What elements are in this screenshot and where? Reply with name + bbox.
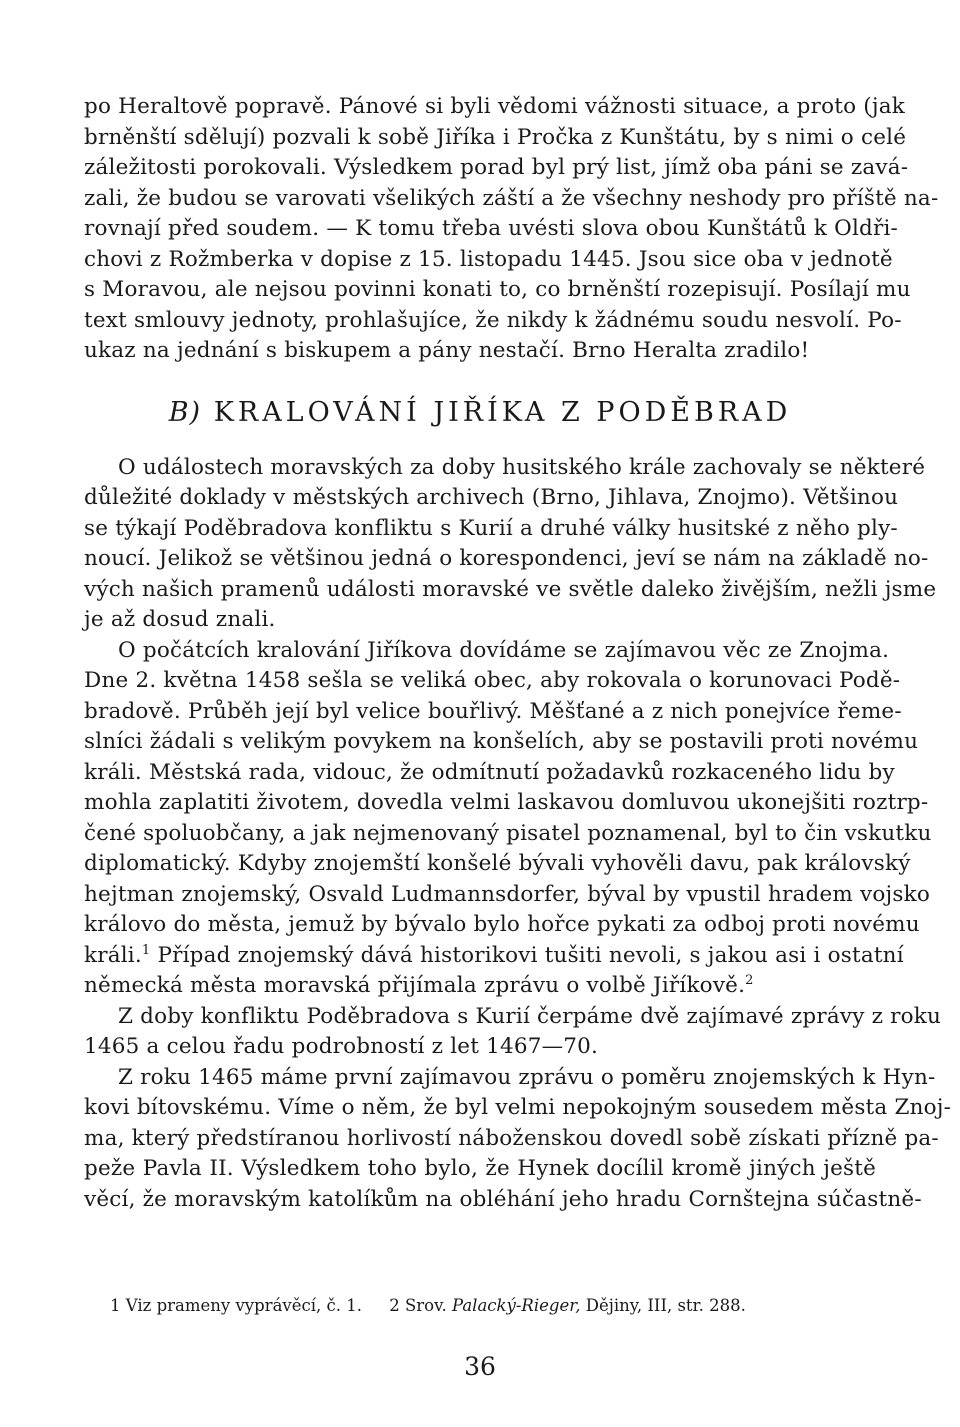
text-line: záležitosti porokovali. Výsledkem porad byl prý list, jímž oba páni se zavá-: [84, 155, 909, 180]
text-line: důležité doklady v městských archivech (Brno, Jihlava, Znojmo). Většinou: [84, 485, 899, 510]
text-line: věcí, že moravským katolíkům na obléhání jeho hradu Cornštejna súčastně-: [84, 1186, 922, 1212]
paragraph-1: [84, 453, 937, 636]
footnote-1: 1 Viz prameny vyprávěcí, č. 1.: [110, 1296, 362, 1315]
text-line: hejtman znojemský, Osvald Ludmannsdorfer, býval by vpustil hradem vojsko: [84, 881, 931, 907]
text-line: čené spoluobčany, a jak nejmenovaný pisatel poznamenal, byl to čin vskutku: [84, 820, 932, 846]
text-line: noucí. Jelikož se většinou jedná o korespondenci, jeví se nám na základě no-: [84, 546, 929, 571]
text-line-with-footnote: [84, 941, 904, 972]
text-line: brněnští sdělují) pozvali k sobě Jiříka i Pročka z Kunštátu, by s nimi o celé: [84, 124, 907, 150]
text-fragment: Případ znojemský dává historikovi tušiti nevoli, s jakou asi i ostatní: [157, 942, 904, 968]
section-title: KRALOVÁNÍ JIŘÍKA Z PODĚBRAD: [213, 396, 792, 428]
footnote-2-suffix: Dějiny, III, str. 288.: [585, 1296, 746, 1315]
footnote-2-prefix: 2 Srov.: [389, 1296, 447, 1315]
text-line: ma, který předstíranou horlivostí náboženskou dovedl sobě získati přízně pa-: [84, 1125, 939, 1151]
text-line: králi. Městská rada, vidouc, že odmítnutí požadavků rozkaceného lidu by: [84, 759, 895, 785]
text-line: rovnají před soudem. — K tomu třeba uvésti slova obou Kunštátů k Oldři-: [84, 216, 899, 241]
page-number: 36: [464, 1352, 496, 1381]
text-line: s Moravou, ale nejsou povinni konati to, co brněnští rozepisují. Posílají mu: [84, 277, 911, 302]
text-line: chovi z Rožmberka v dopise z 15. listopadu 1445. Jsou sice oba v jednotě: [84, 246, 893, 272]
page-text: [84, 92, 952, 1215]
text-line: Dne 2. května 1458 sešla se veliká obec, aby rokovala o korunovaci Podě-: [84, 668, 901, 693]
footnote-mark: 1: [141, 942, 151, 958]
footnote-mark: 2: [745, 972, 754, 988]
text-line: Z roku 1465 máme první zajímavou zprávu o poměru znojemských k Hyn-: [118, 1064, 936, 1090]
text-line: 1465 a celou řadu podrobností z let 1467—70.: [84, 1034, 599, 1059]
text-line: po Heraltově popravě. Pánové si byli vědomi vážnosti situace, a proto (jak: [84, 94, 905, 119]
text-line: O počátcích kralování Jiříkova dovídáme se zajímavou věc ze Znojma.: [118, 637, 890, 663]
text-line: královo do města, jemuž by bývalo bylo hořce pykati za odboj proti novému: [84, 912, 920, 937]
text-line: je až dosud znali.: [84, 607, 276, 632]
footnotes: [110, 1294, 768, 1318]
text-line: mohla zaplatiti životem, dovedla velmi laskavou domluvou ukonejšiti roztrp-: [84, 790, 929, 815]
text-line: diplomatický. Kdyby znojemští konšelé bývali vyhověli davu, pak královský: [84, 851, 911, 876]
paragraph-2: [84, 636, 932, 1002]
text-line: ukaz na jednání s biskupem a pány nestačí. Brno Heralta zradilo!: [84, 338, 810, 363]
paragraph-4: [84, 1063, 952, 1216]
text-line: kovi bítovskému. Víme o něm, že byl velmi nepokojným sousedem města Znoj-: [84, 1095, 952, 1120]
text-line-with-footnote: [84, 971, 876, 1002]
section-letter: B): [168, 396, 202, 428]
intro-paragraph: [84, 92, 939, 367]
text-line: slníci žádali s velikým povykem na konšelích, aby se postavili proti novému: [84, 729, 919, 754]
text-line: peže Pavla II. Výsledkem toho bylo, že Hynek docílil kromě jiných ještě: [84, 1156, 876, 1181]
footnote-2: [389, 1294, 746, 1318]
paragraph-3: [84, 1002, 942, 1063]
text-line: vých našich pramenů události moravské ve světle daleko živějším, nežli jsme: [84, 576, 937, 602]
section-heading: [84, 393, 876, 433]
text-line: text smlouvy jednoty, prohlašujíce, že nikdy k žádnému soudu nesvolí. Po-: [84, 307, 902, 333]
text-line: Z doby konfliktu Poděbradova s Kurií čerpáme dvě zajímavé zprávy z roku: [118, 1003, 942, 1029]
text-line: O událostech moravských za doby husitského krále zachovaly se některé: [118, 454, 926, 480]
footnote-2-author: Palacký-Rieger,: [451, 1296, 581, 1315]
text-line: se týkají Poděbradova konfliktu s Kurií a druhé války husitské z něho ply-: [84, 515, 898, 541]
text-fragment: králi.: [84, 942, 142, 968]
text-line: zali, že budou se varovati všelikých záští a že všechny neshody pro příště na-: [84, 185, 939, 211]
text-line: bradově. Průběh její byl velice bouřlivý. Měšťané a z nich ponejvíce řeme-: [84, 698, 902, 724]
text-fragment: německá města moravská přijímala zprávu o volbě Jiříkově.: [84, 973, 746, 998]
